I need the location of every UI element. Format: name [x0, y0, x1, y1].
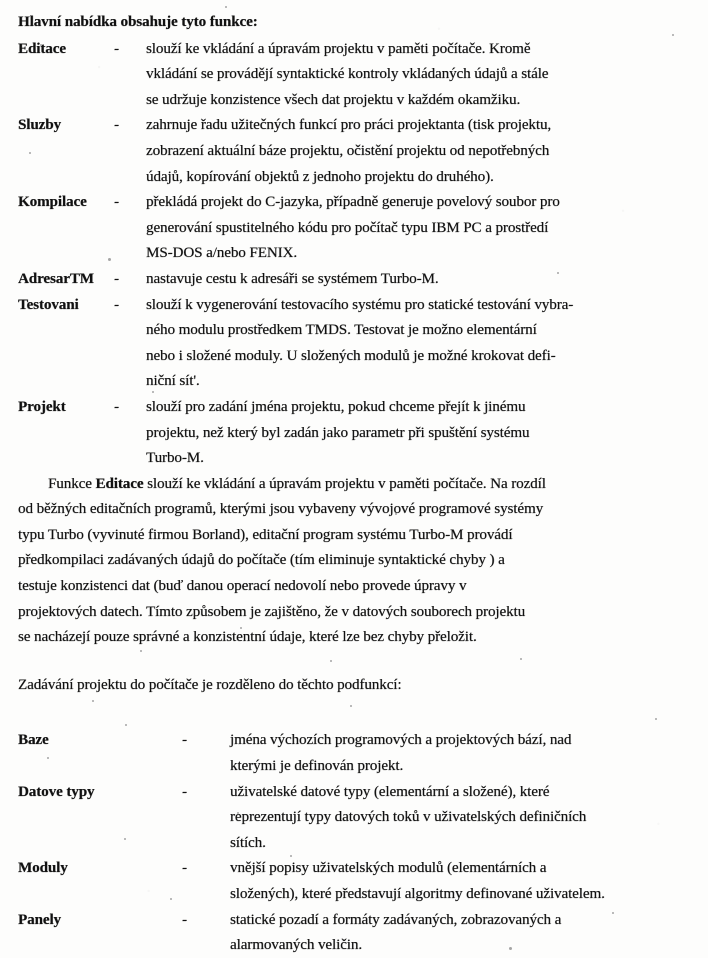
- dash-separator: -: [114, 270, 119, 287]
- section-gap: [18, 698, 690, 728]
- list-item: [18, 113, 690, 190]
- dash-separator: -: [114, 296, 119, 313]
- subfunctions-list: [18, 728, 690, 958]
- editace-paragraph: [18, 472, 690, 651]
- dash-separator: -: [114, 398, 119, 415]
- dash-separator: -: [182, 783, 187, 800]
- function-label: Kompilace: [18, 194, 87, 211]
- function-description: slouží pro zadání jména projektu, pokud chceme přejít k jinému projektu, než který byl zadán jako parametr při spuštění systému Turbo-M.: [146, 398, 530, 467]
- dash-separator: -: [182, 911, 187, 928]
- list-item: [18, 856, 690, 907]
- paragraph-line: testuje konzistenci dat (buď danou operací nedovolí nebo provede úpravy v: [18, 578, 467, 595]
- function-description: slouží k vygenerování testovacího systému pro statické testování vybra- ného modulu prostředkem TMDS. Testovat je možno elementární nebo i složené moduly. U složených modulů je možné krokovat defi- niční sít'.: [146, 296, 574, 390]
- function-description: nastavuje cestu k adresáři se systémem Turbo-M.: [146, 270, 439, 287]
- list-item: [18, 728, 690, 779]
- list-item: [18, 780, 690, 857]
- menu-functions-list: [18, 37, 690, 472]
- dash-separator: -: [182, 732, 187, 749]
- function-description: slouží ke vkládání a úpravám projektu v paměti počítače. Kromě vkládání se provádějí syntaktické kontroly vkládaných údajů a stále se udržuje konzistence všech dat projektu v každém okamžiku.: [146, 40, 549, 108]
- function-description: překládá projekt do C-jazyka, případně generuje povelový soubor pro generování spustitelného kódu pro počítač typu IBM PC a prostředí MS-DOS a/nebo FENIX.: [146, 194, 560, 262]
- paragraph-gap: [18, 651, 690, 673]
- subfunction-description: vnější popisy uživatelských modulů (elementárních a složených), které představují algoritmy definované uživatelem.: [230, 860, 605, 902]
- paragraph-line: projektových datech. Tímto způsobem je zajištěno, že v datových souborech projektu: [18, 603, 526, 620]
- function-label: Testovani: [18, 296, 79, 313]
- subfunction-label: Baze: [18, 732, 49, 749]
- dash-separator: -: [114, 117, 119, 134]
- scan-speck: [225, 6, 227, 8]
- paragraph-line: předkompilaci zadávaných údajů do počítače (tím eliminuje syntaktické chyby ) a: [18, 552, 505, 569]
- paragraph-line: od běžných editačních programů, kterými jsou vybaveny vývojové programové systémy: [18, 501, 544, 518]
- bold-term: Editace: [95, 475, 144, 492]
- list-item: [18, 267, 690, 293]
- list-item: [18, 395, 690, 472]
- function-label: Projekt: [18, 398, 66, 415]
- dash-separator: -: [182, 860, 187, 877]
- subfunction-label: Panely: [18, 911, 62, 928]
- subfunction-description: statické pozadí a formáty zadávaných, zobrazovaných a alarmovaných veličin.: [230, 911, 562, 954]
- subfunctions-intro: Zadávání projektu do počítače je rozděleno do těchto podfunkcí:: [18, 676, 402, 693]
- paragraph-line: [18, 472, 690, 498]
- paragraph-prefix: Funkce: [48, 475, 96, 492]
- list-item: [18, 190, 690, 267]
- list-item: [18, 908, 690, 959]
- paragraph-text: slouží ke vkládání a úpravám projektu v paměti počítače. Na rozdíl: [143, 475, 546, 492]
- page-title: Hlavní nabídka obsahuje tyto funkce:: [18, 14, 258, 30]
- dash-separator: -: [114, 40, 119, 57]
- subfunction-label: Datove typy: [18, 783, 95, 800]
- subfunction-description: jména výchozích programových a projektových bází, nad kterými je definován projekt.: [230, 732, 572, 775]
- list-item: [18, 37, 690, 114]
- subfunction-label: Moduly: [18, 860, 68, 877]
- list-item: [18, 293, 690, 395]
- function-label: AdresarTM: [18, 270, 94, 287]
- subfunction-description: uživatelské datové typy (elementární a složené), které reprezentují typy datových toků v uživatelských definičních sítích.: [230, 783, 587, 851]
- paragraph-line: typu Turbo (vyvinuté firmou Borland), editační program systému Turbo-M provádí: [18, 526, 513, 543]
- function-label: Editace: [18, 40, 66, 57]
- function-label: Sluzby: [18, 117, 62, 134]
- function-description: zahrnuje řadu užitečných funkcí pro práci projektanta (tisk projektu, zobrazení aktuální báze projektu, očistění projektu od nepotřebných údajů, kopírování objektů z jednoho projektu do druhého).: [146, 117, 552, 185]
- paragraph-line: se nacházejí pouze správné a konzistentní údaje, které lze bez chyby přeložit.: [18, 629, 477, 646]
- dash-separator: -: [114, 194, 119, 211]
